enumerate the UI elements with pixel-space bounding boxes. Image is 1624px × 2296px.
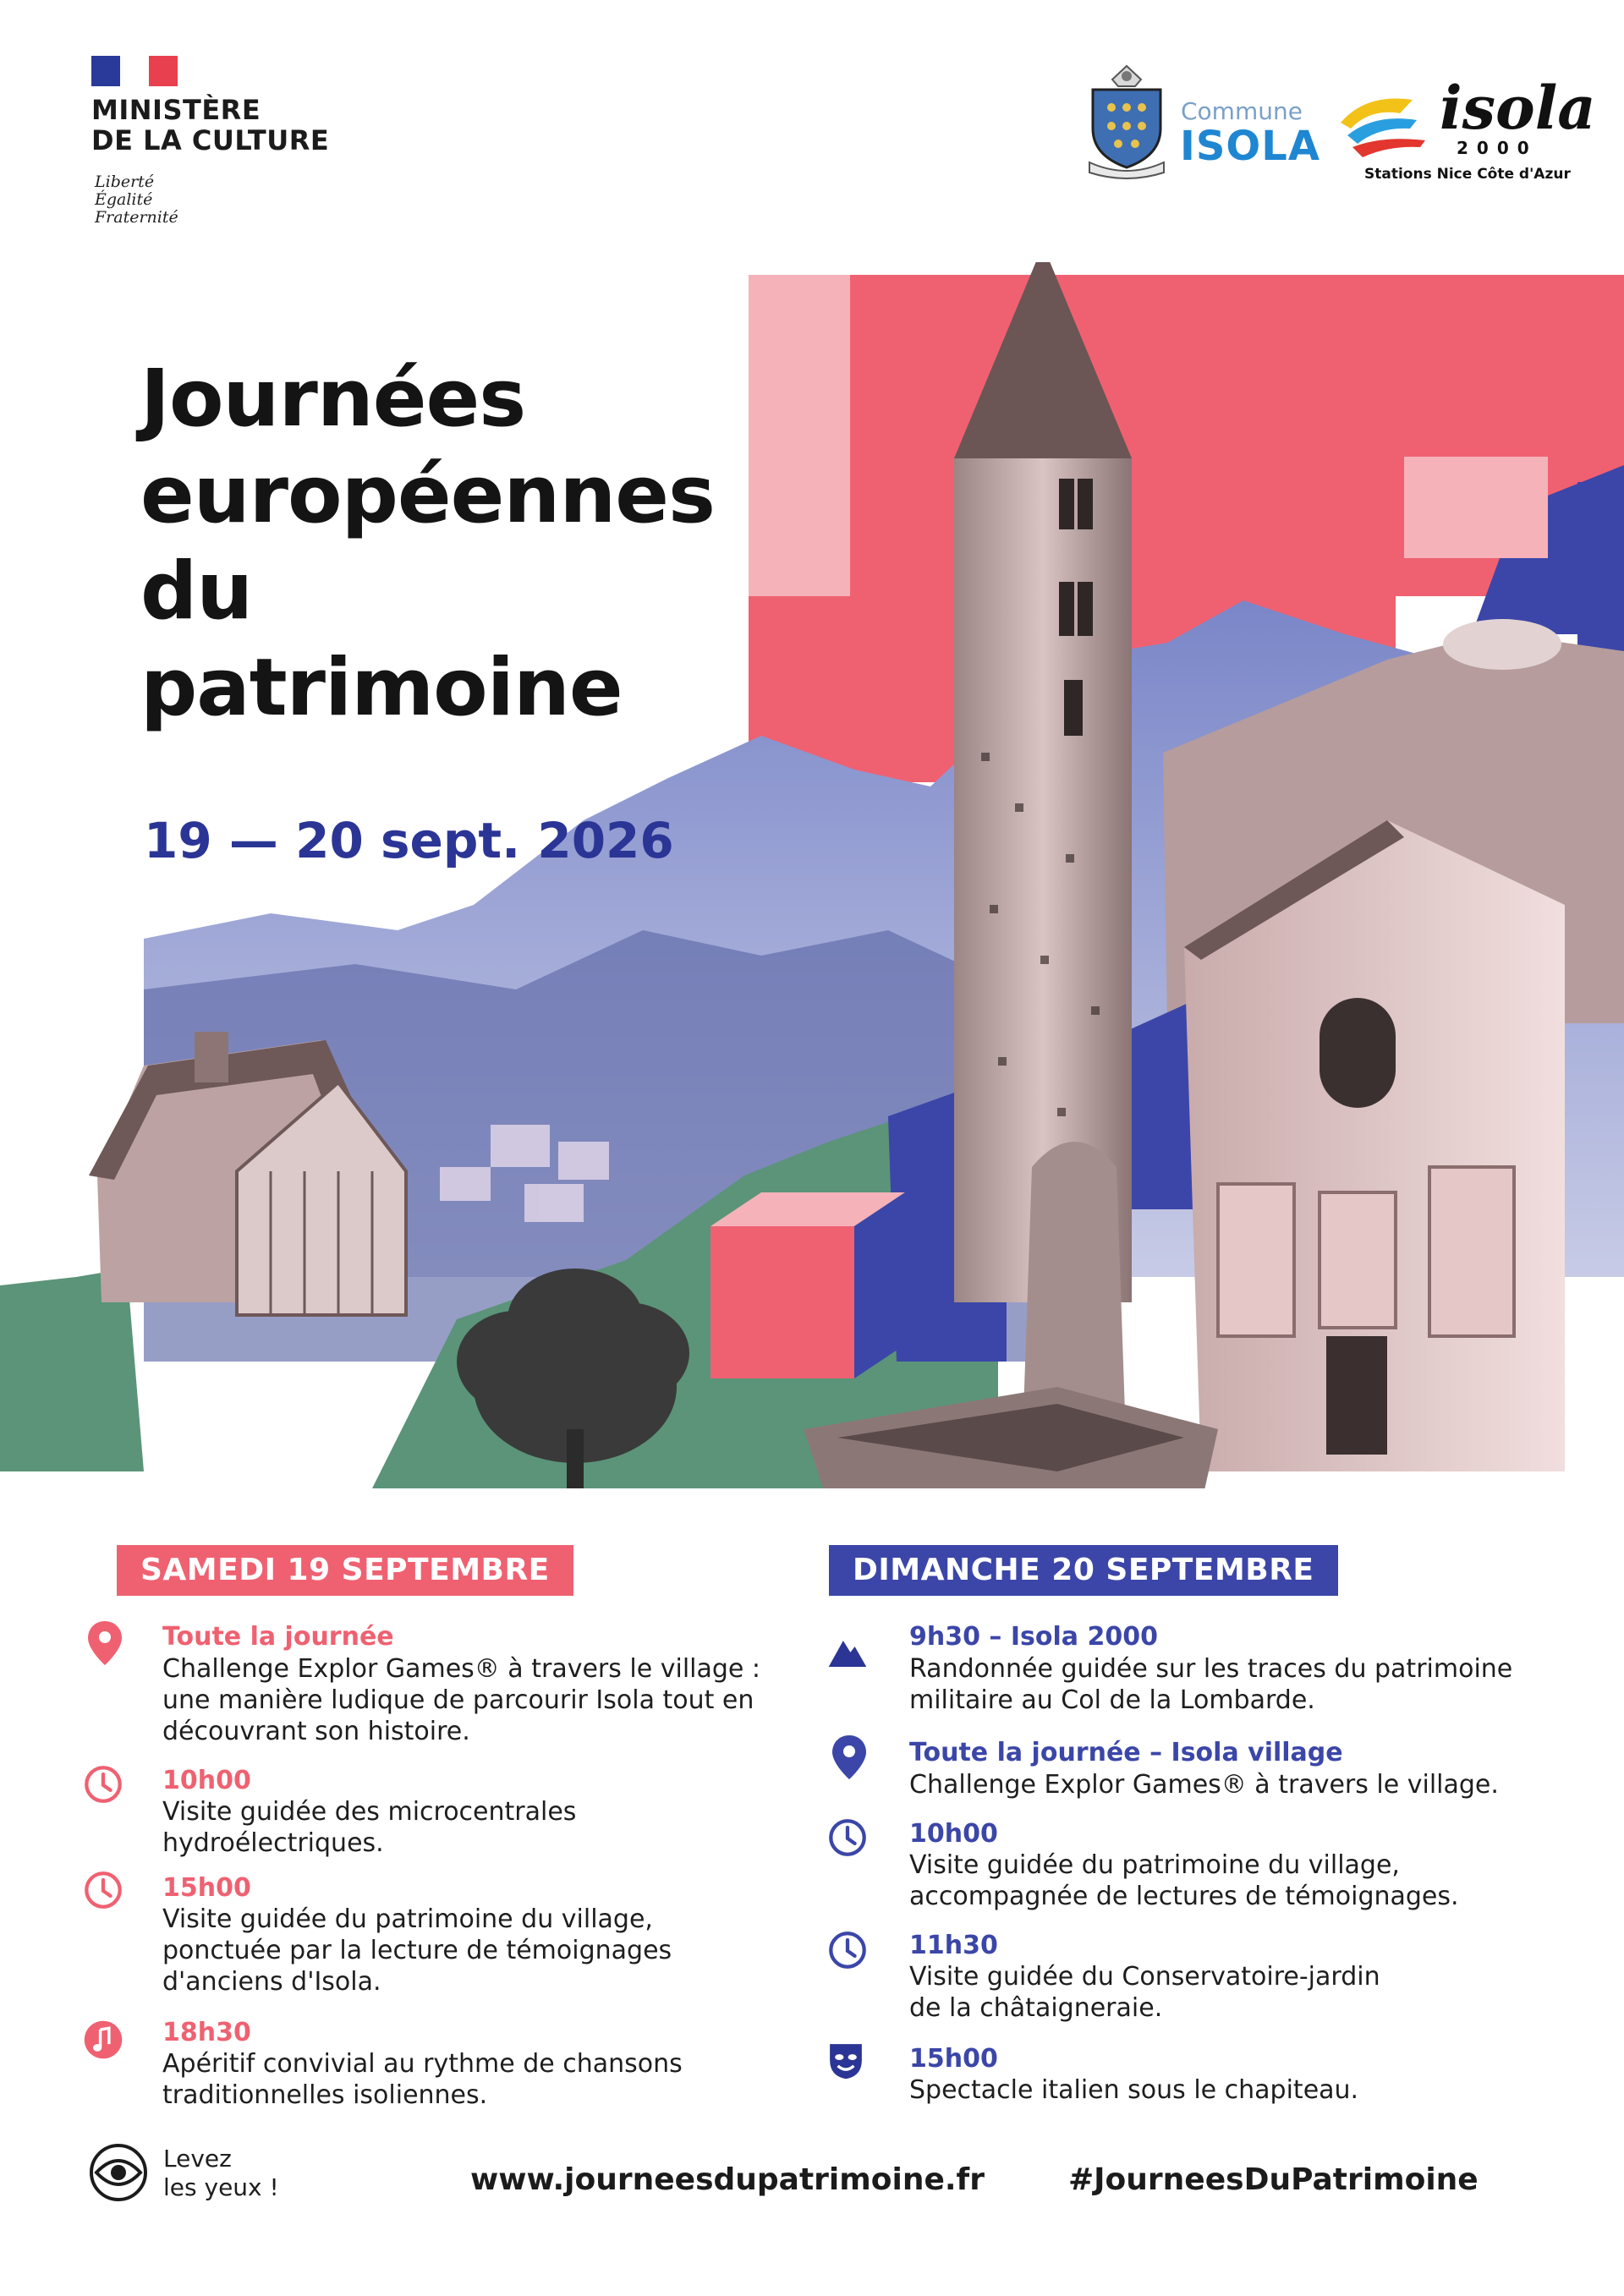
clock-icon: [83, 1866, 123, 1914]
clock-icon: [83, 1761, 123, 1808]
desc-line: Visite guidée du Conservatoire-jardin: [909, 1962, 1380, 1992]
mountain-icon: [827, 1628, 868, 1675]
event-dates: 19 — 20 sept. 2026: [144, 812, 674, 869]
sunday-event-2-time: Toute la journée – Isola village: [909, 1738, 1343, 1767]
desc-line: accompagnée de lectures de témoignages.: [909, 1882, 1459, 1911]
eye-logo-icon: [88, 2142, 149, 2203]
motto-fraternite: Fraternité: [95, 208, 178, 227]
sunday-event-4-time: 11h30: [909, 1931, 998, 1960]
desc-line: de la châtaigneraie.: [909, 1993, 1163, 2023]
saturday-badge: SAMEDI 19 SEPTEMBRE: [117, 1545, 573, 1596]
french-flag-logo: [91, 56, 178, 86]
ministry-line-1: MINISTÈRE: [91, 94, 261, 126]
desc-line: Visite guidée des microcentrales: [162, 1797, 577, 1827]
saturday-event-2-time: 10h00: [162, 1766, 251, 1795]
desc-line: Apéritif convivial au rythme de chansons: [162, 2049, 683, 2079]
desc-line: Spectacle italien sous le chapiteau.: [909, 2075, 1359, 2105]
website-link[interactable]: www.journeesdupatrimoine.fr: [470, 2162, 985, 2197]
hashtag: #JourneesDuPatrimoine: [1068, 2162, 1479, 2197]
saturday-event-3-desc: [162, 1904, 672, 1997]
sunday-event-5-time: 15h00: [909, 2044, 998, 2074]
slogan-line-2: les yeux !: [163, 2173, 279, 2201]
event-title: [140, 351, 715, 737]
saturday-event-1-time: Toute la journée: [162, 1622, 394, 1652]
desc-line: Randonnée guidée sur les traces du patrimoine: [909, 1654, 1513, 1684]
saturday-event-4-desc: [162, 2048, 683, 2111]
ministry-name: [91, 95, 329, 156]
levez-les-yeux-slogan: [163, 2145, 279, 2202]
desc-line: ponctuée par la lecture de témoignages: [162, 1936, 672, 1965]
saturday-event-4-time: 18h30: [162, 2018, 251, 2047]
ministry-line-2: DE LA CULTURE: [91, 124, 330, 156]
clock-icon: [827, 1926, 868, 1974]
desc-line: Visite guidée du patrimoine du village,: [909, 1850, 1400, 1880]
saturday-event-2-desc: [162, 1796, 576, 1859]
map-pin-icon: [829, 1734, 870, 1781]
desc-line: hydroélectriques.: [162, 1828, 384, 1858]
music-note-icon: [83, 2016, 123, 2063]
desc-line: militaire au Col de la Lombarde.: [909, 1685, 1315, 1715]
commune-name: ISOLA: [1180, 123, 1320, 170]
commune-crest-icon: [1083, 61, 1171, 179]
desc-line: Visite guidée du patrimoine du village,: [162, 1904, 653, 1934]
sunday-event-3-time: 10h00: [909, 1819, 998, 1849]
title-line-3: du: [140, 545, 253, 638]
title-line-2: européennes: [140, 449, 715, 541]
commune-label: Commune: [1181, 97, 1303, 125]
republic-motto: [95, 173, 178, 227]
isola-wordmark: isola: [1440, 73, 1596, 143]
isola-subtitle: Stations Nice Côte d'Azur: [1364, 166, 1571, 183]
desc-line: d'anciens d'Isola.: [162, 1967, 381, 1997]
desc-line: découvrant son histoire.: [162, 1717, 470, 1746]
desc-line: Challenge Explor Games® à travers le village.: [909, 1770, 1499, 1800]
saturday-event-3-time: 15h00: [162, 1873, 251, 1903]
sunday-badge: DIMANCHE 20 SEPTEMBRE: [829, 1545, 1338, 1596]
clock-icon: [827, 1814, 868, 1861]
desc-line: traditionnelles isoliennes.: [162, 2080, 488, 2110]
title-line-4: patrimoine: [140, 642, 623, 734]
slogan-line-1: Levez: [163, 2145, 232, 2173]
sunday-event-1-desc: [909, 1653, 1512, 1716]
sunday-event-4-desc: [909, 1961, 1380, 2024]
isola-2000-label: 2000: [1457, 138, 1538, 158]
sunday-event-3-desc: [909, 1849, 1459, 1912]
motto-liberte: Liberté: [95, 173, 155, 191]
motto-egalite: Égalité: [95, 190, 153, 209]
sunday-event-5-desc: [909, 2074, 1358, 2106]
sunday-event-2-desc: [909, 1769, 1499, 1800]
desc-line: Challenge Explor Games® à travers le village :: [162, 1654, 761, 1684]
map-pin-icon: [85, 1619, 125, 1667]
title-line-1: Journées: [140, 353, 526, 445]
sunday-event-1-time: 9h30 – Isola 2000: [909, 1622, 1158, 1652]
theater-mask-icon: [826, 2036, 866, 2084]
desc-line: une manière ludique de parcourir Isola tout en: [162, 1685, 754, 1715]
saturday-event-1-desc: [162, 1653, 760, 1747]
